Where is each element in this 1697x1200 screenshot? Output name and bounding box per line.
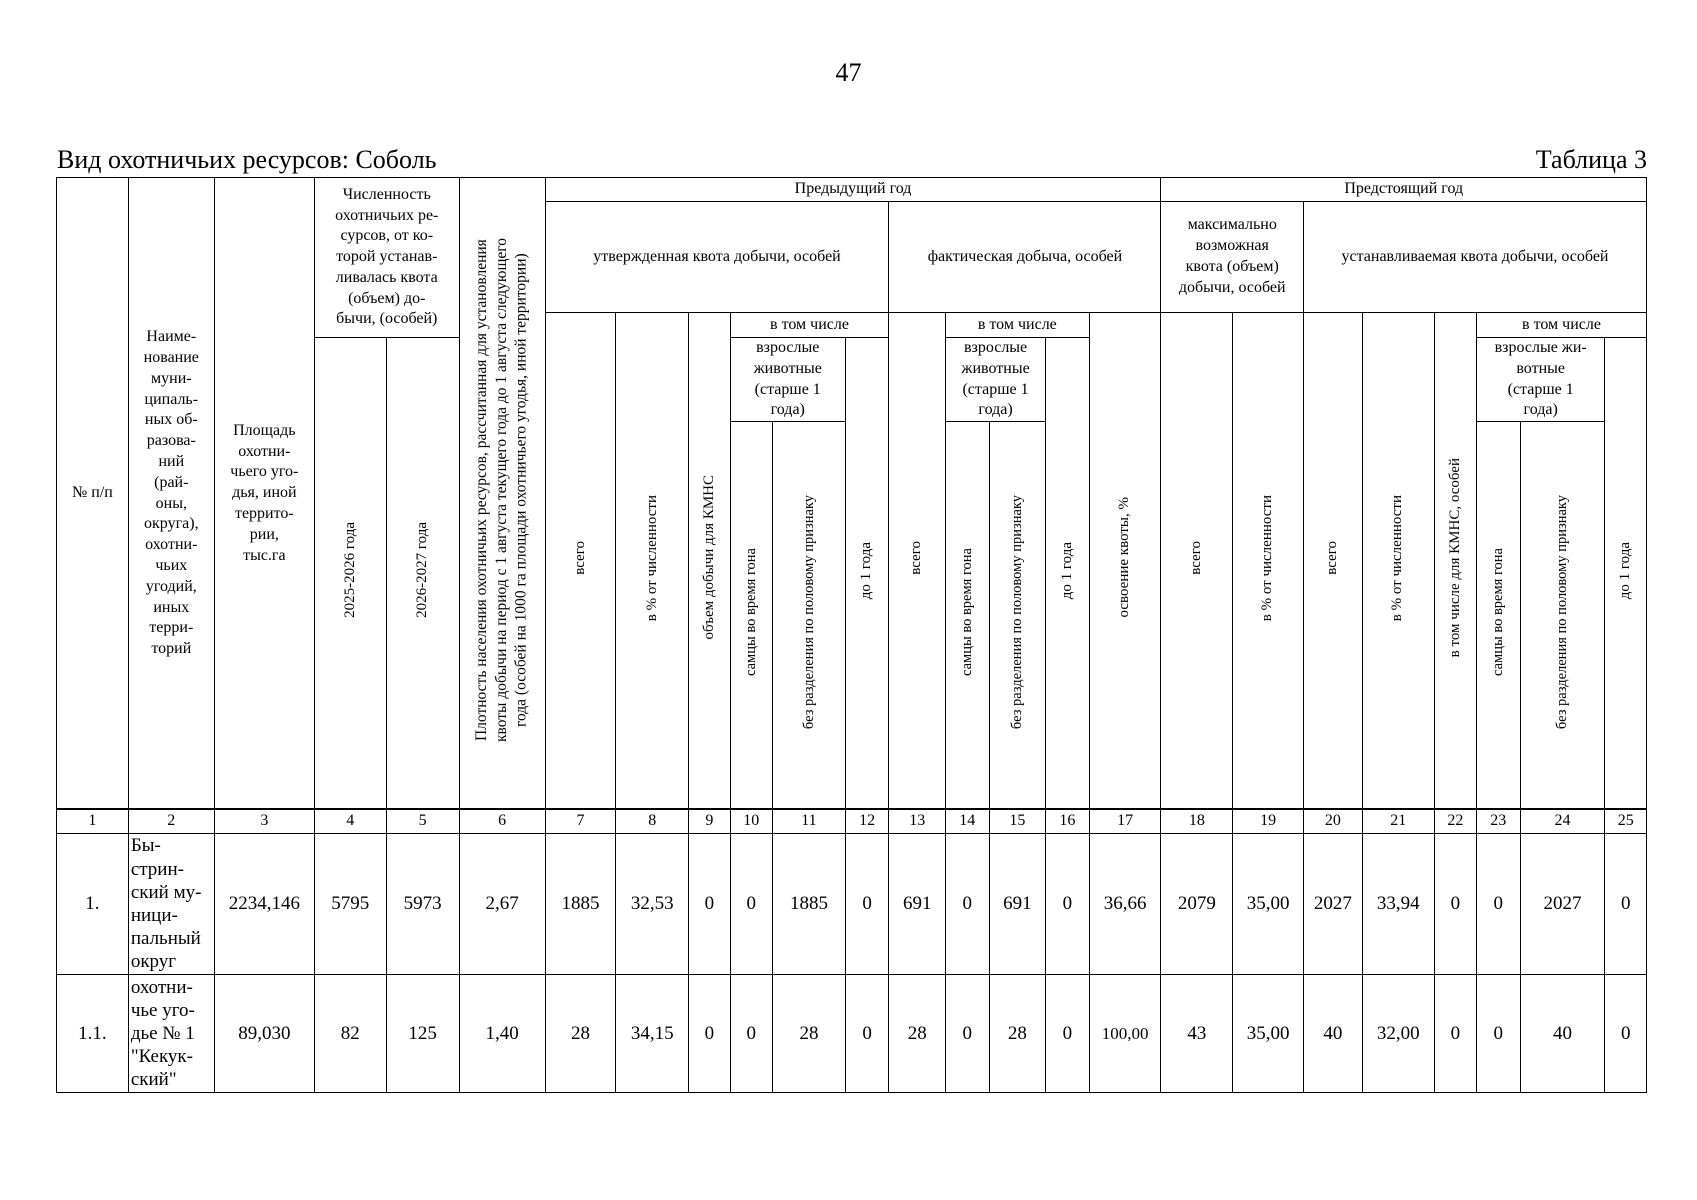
cell-col-21: 33,94 [1362, 834, 1434, 975]
header-including-actual: в том числе [946, 313, 1090, 338]
header-approved-quota: утвержденная квота добычи, особей [545, 202, 889, 313]
column-number: 15 [989, 809, 1046, 834]
row-territory-name: охотни- чье уго- дье № 1 "Кекук- ский" [128, 975, 214, 1093]
header-col-22: в том числе для КМНС, особей [1434, 313, 1476, 810]
cell-col-6: 1,40 [459, 975, 545, 1093]
header-col-12: до 1 года [845, 338, 889, 810]
cell-col-19: 35,00 [1233, 975, 1304, 1093]
cell-col-4: 82 [314, 975, 386, 1093]
header-col-25: до 1 года [1605, 338, 1647, 810]
header-col-15: без разделения по половому признаку [989, 422, 1046, 810]
cell-col-5: 5973 [386, 834, 459, 975]
header-col-23: самцы во время гона [1476, 422, 1520, 810]
column-number: 23 [1477, 809, 1521, 834]
header-col-14: самцы во время гона [946, 422, 990, 810]
cell-col-18: 43 [1161, 975, 1233, 1093]
column-number: 9 [689, 809, 730, 834]
cell-col-17: 36,66 [1089, 834, 1161, 975]
column-number: 1 [57, 809, 129, 834]
cell-col-8: 32,53 [616, 834, 689, 975]
column-number-row [57, 809, 1647, 834]
header-col-24: без разделения по половому признаку [1520, 422, 1605, 810]
header-col-8: в % от численности [616, 313, 689, 810]
column-number: 22 [1434, 809, 1476, 834]
header-col-10: самцы во время гона [730, 422, 772, 810]
header-area: Площадь охотни- чьего уго- дья, иной террито- рии, тыс.га [214, 178, 314, 810]
header-col-20: всего [1303, 313, 1362, 810]
header-table [56, 177, 1647, 810]
header-col-19: в % от численности [1233, 313, 1304, 810]
cell-col-24: 40 [1520, 975, 1605, 1093]
column-number: 7 [545, 809, 616, 834]
header-col-17: освоение квоты, % [1089, 313, 1161, 810]
header-next-year: Предстоящий год [1161, 178, 1647, 202]
cell-col-11: 28 [773, 975, 846, 1093]
row-number: 1.1. [57, 975, 129, 1093]
column-number: 8 [616, 809, 689, 834]
page-number: 47 [835, 58, 862, 87]
cell-col-10: 0 [730, 975, 772, 1093]
row-territory-name: Бы- стрин- ский му- ници- пальный округ [128, 834, 214, 975]
cell-col-18: 2079 [1161, 834, 1233, 975]
cell-col-4: 5795 [314, 834, 386, 975]
cell-col-20: 40 [1304, 975, 1363, 1093]
header-col-18: всего [1161, 313, 1233, 810]
column-number: 20 [1304, 809, 1363, 834]
column-number: 19 [1233, 809, 1304, 834]
cell-col-13: 28 [889, 975, 946, 1093]
column-number: 5 [386, 809, 459, 834]
header-previous-year: Предыдущий год [545, 178, 1161, 202]
column-number: 21 [1362, 809, 1434, 834]
cell-col-15: 28 [989, 975, 1046, 1093]
column-number: 11 [773, 809, 846, 834]
cell-col-16: 0 [1046, 975, 1090, 1093]
data-table [56, 808, 1647, 1093]
header-col-21: в % от численности [1362, 313, 1434, 810]
header-set-quota: устанавливаемая квота добычи, особей [1303, 202, 1646, 313]
column-number: 14 [946, 809, 990, 834]
column-number: 6 [459, 809, 545, 834]
header-col-16: до 1 года [1046, 338, 1090, 810]
cell-col-22: 0 [1434, 834, 1476, 975]
cell-col-6: 2,67 [459, 834, 545, 975]
header-num: № п/п [57, 178, 129, 810]
cell-col-10: 0 [730, 834, 772, 975]
header-actual-harvest: фактическая добыча, особей [889, 202, 1161, 313]
column-number: 18 [1161, 809, 1233, 834]
cell-col-15: 691 [989, 834, 1046, 975]
column-number: 12 [845, 809, 889, 834]
resource-type-title: Вид охотничьих ресурсов: Соболь [57, 145, 437, 174]
cell-col-12: 0 [845, 834, 889, 975]
cell-col-14: 0 [946, 834, 990, 975]
cell-col-7: 1885 [545, 834, 616, 975]
column-number: 24 [1520, 809, 1605, 834]
cell-col-8: 34,15 [616, 975, 689, 1093]
cell-col-9: 0 [689, 975, 730, 1093]
cell-col-25: 0 [1605, 975, 1647, 1093]
column-number: 17 [1089, 809, 1161, 834]
cell-col-9: 0 [689, 834, 730, 975]
column-number: 25 [1605, 809, 1647, 834]
header-density: Плотность населения охотничьих ресурсов, рассчитанная для установления квоты добычи на период с 1 августа текущего года до 1 августа следующего года (особей на 1000 га площади охотничьего угодья, иной территории) [459, 178, 545, 810]
header-population: Численность охотничьих ре- сурсов, от ко- торой устанав- ливалась квота (объем) до- бычи, (особей) [314, 178, 459, 338]
cell-col-19: 35,00 [1233, 834, 1304, 975]
header-col-13: всего [889, 313, 946, 810]
column-number: 10 [730, 809, 772, 834]
cell-col-17: 100,00 [1089, 975, 1161, 1093]
cell-col-14: 0 [946, 975, 990, 1093]
cell-col-20: 2027 [1304, 834, 1363, 975]
header-name: Наиме- нование муни- ципаль- ных об- разова- ний (рай- оны, округа), охотни- чьих угодий, иных терри- торий [128, 178, 214, 810]
header-including-prev: в том числе [730, 313, 889, 338]
column-number: 16 [1046, 809, 1090, 834]
table-label: Таблица 3 [1535, 145, 1647, 174]
cell-col-25: 0 [1605, 834, 1647, 975]
column-number: 4 [314, 809, 386, 834]
cell-col-11: 1885 [773, 834, 846, 975]
header-population-2026: 2026-2027 года [386, 338, 459, 810]
cell-col-23: 0 [1477, 834, 1521, 975]
cell-col-3: 89,030 [214, 975, 314, 1093]
header-col-7: всего [545, 313, 616, 810]
cell-col-5: 125 [386, 975, 459, 1093]
header-col-9: объем добычи для КМНС [689, 313, 730, 810]
column-number: 2 [128, 809, 214, 834]
header-col-11: без разделения по половому признаку [773, 422, 846, 810]
cell-col-22: 0 [1434, 975, 1476, 1093]
column-number: 3 [214, 809, 314, 834]
cell-col-16: 0 [1046, 834, 1090, 975]
cell-col-7: 28 [545, 975, 616, 1093]
table-row [57, 975, 1647, 1093]
header-including-next: в том числе [1476, 313, 1646, 338]
column-number: 13 [889, 809, 946, 834]
header-adults-next: взрослые жи- вотные (старше 1 года) [1476, 338, 1604, 422]
cell-col-24: 2027 [1520, 834, 1605, 975]
cell-col-3: 2234,146 [214, 834, 314, 975]
row-number: 1. [57, 834, 129, 975]
cell-col-21: 32,00 [1362, 975, 1434, 1093]
cell-col-23: 0 [1477, 975, 1521, 1093]
header-population-2025: 2025-2026 года [314, 338, 386, 810]
header-adults-actual: взрослые животные (старше 1 года) [946, 338, 1046, 422]
cell-col-12: 0 [845, 975, 889, 1093]
table-row [57, 834, 1647, 975]
header-adults-prev: взрослые животные (старше 1 года) [730, 338, 845, 422]
cell-col-13: 691 [889, 834, 946, 975]
header-max-quota: максимально возможная квота (объем) добычи, особей [1161, 202, 1304, 313]
